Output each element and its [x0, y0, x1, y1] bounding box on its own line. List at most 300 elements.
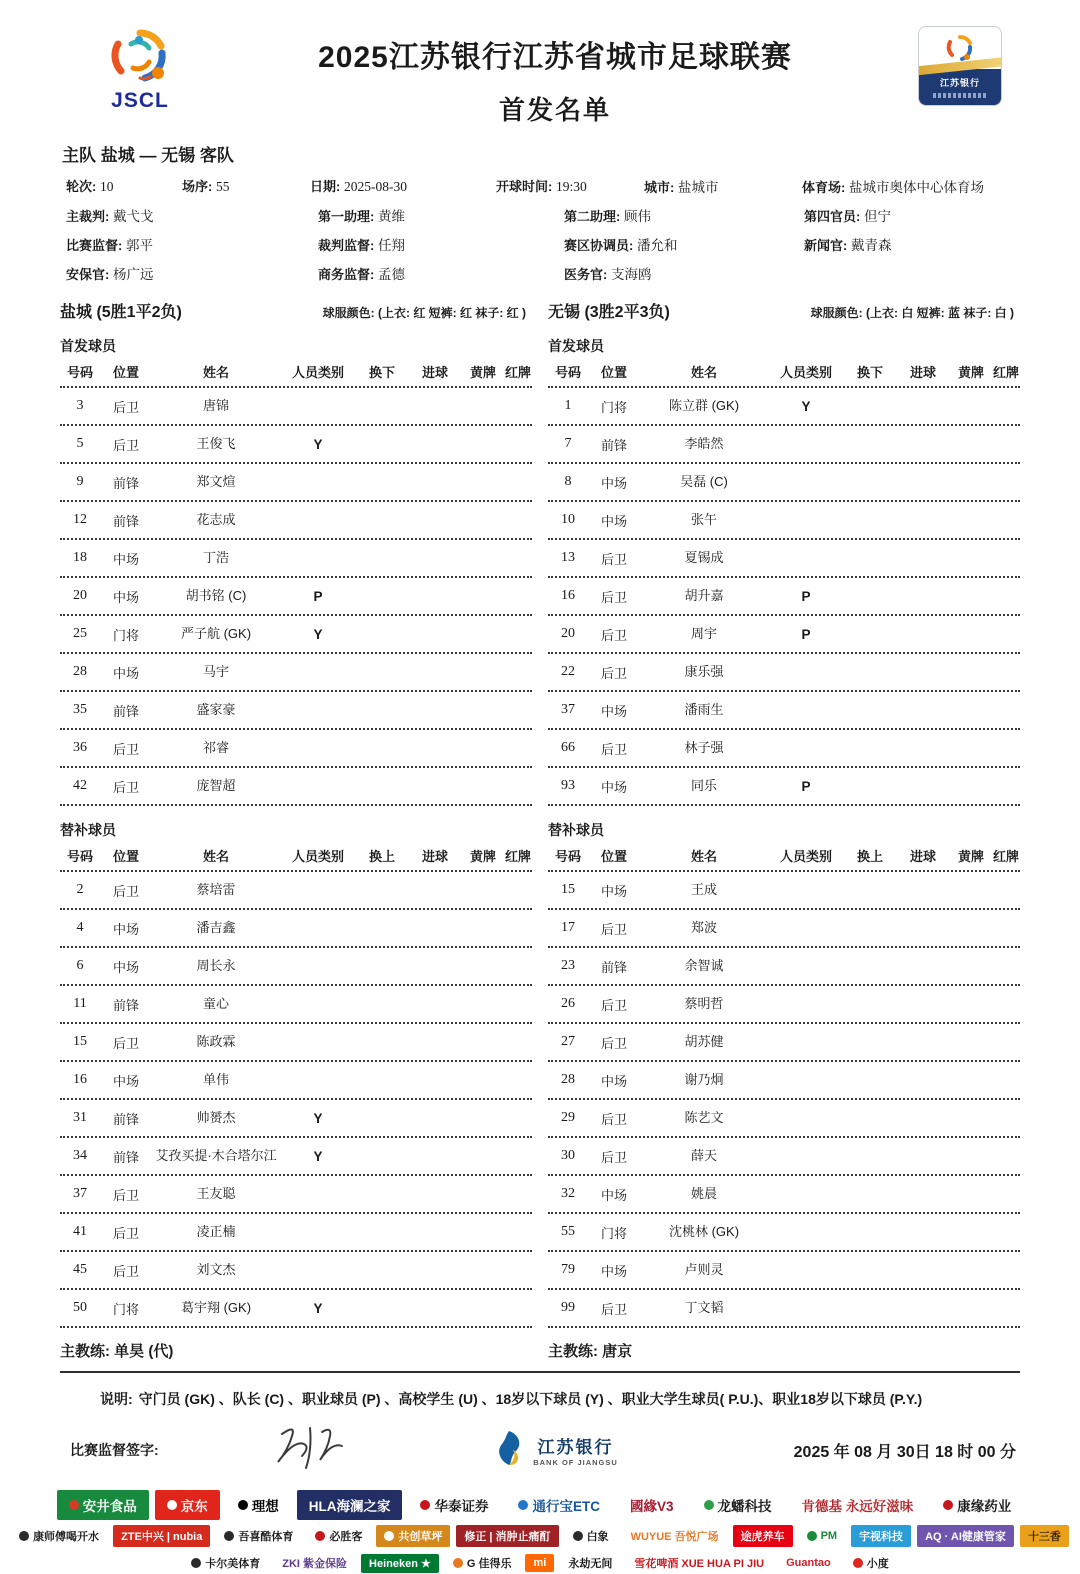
player-row — [60, 388, 532, 426]
info-label: 赛区协调员: — [564, 238, 634, 253]
player-row — [60, 1100, 532, 1138]
info-label: 商务监督: — [318, 267, 375, 282]
player-row — [548, 654, 1020, 692]
sponsor-mark-icon — [704, 1500, 714, 1510]
player-position: 后卫 — [600, 1149, 627, 1165]
player-position: 中场 — [112, 589, 139, 605]
sponsor-logo — [618, 1490, 686, 1520]
player-row — [60, 1290, 532, 1328]
player-number: 2 — [76, 882, 84, 897]
player-row — [548, 578, 1020, 616]
player-number: 25 — [73, 626, 87, 641]
sponsor-label: 安井食品 — [82, 1499, 137, 1515]
badge-bank-name: 江苏银行 — [939, 78, 980, 88]
info-value: 孟德 — [377, 267, 405, 282]
player-row — [548, 768, 1020, 806]
player-name: 郑波 — [690, 919, 717, 935]
away-subs-title: 替补球员 — [548, 822, 604, 838]
info-label: 比赛监督: — [66, 238, 123, 253]
sponsor-logo — [297, 1490, 403, 1520]
player-number: 36 — [73, 740, 87, 755]
info-field — [802, 176, 1020, 196]
page-header — [60, 26, 1020, 127]
away-subs-table — [548, 872, 1020, 1328]
column-header: 姓名 — [690, 848, 717, 864]
player-name: 刘文杰 — [196, 1261, 236, 1277]
player-name: 张午 — [690, 511, 717, 527]
player-name: 李皓然 — [684, 435, 724, 451]
player-number: 15 — [73, 1034, 87, 1049]
home-team-header — [60, 299, 532, 322]
column-header: 红牌 — [992, 364, 1019, 380]
sponsor-label: 卡尔美体育 — [205, 1558, 261, 1571]
player-number: 29 — [561, 1110, 575, 1125]
supervisor-sign-label: 比赛监督签字: — [70, 1442, 159, 1459]
player-name: 丁浩 — [202, 549, 229, 565]
sponsor-logo — [560, 1552, 620, 1574]
player-number: 34 — [73, 1148, 87, 1163]
info-field — [310, 176, 496, 196]
player-row — [548, 910, 1020, 948]
player-number: 6 — [76, 958, 84, 973]
player-position: 中场 — [600, 1263, 627, 1279]
player-position: 中场 — [600, 703, 627, 719]
column-header: 黄牌 — [957, 848, 984, 864]
column-header: 位置 — [112, 364, 139, 380]
bank-emblem-icon — [492, 1429, 526, 1472]
player-number: 93 — [561, 778, 575, 793]
player-number: 20 — [73, 588, 87, 603]
signature-datetime: 2025 年 08 月 30日 18 时 00 分 — [793, 1443, 1016, 1461]
sponsor-label: PM — [820, 1530, 838, 1543]
column-header: 姓名 — [202, 364, 229, 380]
player-number: 22 — [561, 664, 575, 679]
away-team-header — [548, 299, 1020, 322]
player-name: 胡升嘉 — [684, 587, 724, 603]
home-subs-colheader — [60, 840, 532, 872]
sponsor-logo — [274, 1552, 355, 1574]
away-team-name: 无锡 (3胜2平3负) — [548, 304, 670, 321]
player-row — [60, 986, 532, 1024]
player-name: 姚晨 — [690, 1185, 717, 1201]
player-row — [548, 1138, 1020, 1176]
info-field — [564, 205, 804, 225]
info-label: 第一助理: — [318, 209, 375, 224]
info-label: 第四官员: — [804, 209, 861, 224]
player-category: Y — [313, 626, 323, 642]
home-coach-line — [60, 1340, 532, 1361]
player-category: P — [801, 626, 811, 642]
player-row — [548, 616, 1020, 654]
home-team-kit: 球服颜色: (上衣: 红 短裤: 红 袜子: 红 ) — [322, 306, 526, 320]
player-name: 蔡培雷 — [196, 881, 236, 897]
player-number: 55 — [561, 1224, 575, 1239]
sponsor-logo — [226, 1490, 291, 1520]
player-name: 潘雨生 — [684, 701, 724, 717]
info-label: 体育场: — [802, 180, 846, 195]
player-name: 余智诚 — [684, 957, 724, 973]
player-position: 中场 — [600, 513, 627, 529]
home-coach-name: 单昊 (代) — [114, 1343, 174, 1360]
player-number: 31 — [73, 1110, 87, 1125]
sponsor-mark-icon — [807, 1531, 817, 1541]
teams-section — [60, 299, 1020, 1361]
player-row — [60, 910, 532, 948]
player-name: 严子航 (GK) — [180, 625, 252, 641]
player-row — [548, 1214, 1020, 1252]
info-label: 第二助理: — [564, 209, 621, 224]
column-header: 黄牌 — [469, 848, 496, 864]
sponsor-wall — [33, 1490, 1061, 1574]
player-position: 前锋 — [112, 475, 139, 491]
page-subtitle: 首发名单 — [498, 95, 611, 125]
player-name: 唐锦 — [202, 397, 229, 413]
player-number: 16 — [73, 1072, 87, 1087]
player-row — [60, 1176, 532, 1214]
bank-name-en: BANK OF JIANGSU — [533, 1458, 618, 1468]
player-position: 门将 — [600, 1225, 627, 1241]
player-row — [60, 692, 532, 730]
sponsor-logo — [931, 1490, 1023, 1520]
player-position: 中场 — [112, 665, 139, 681]
away-coach-line — [548, 1340, 1020, 1361]
player-number: 50 — [73, 1300, 87, 1315]
supervisor-signature — [260, 1420, 420, 1481]
player-row — [60, 1024, 532, 1062]
player-position: 门将 — [112, 1301, 139, 1317]
sponsor-logo — [57, 1490, 149, 1520]
coach-label: 主教练: — [548, 1343, 598, 1360]
player-number: 23 — [561, 958, 575, 973]
notes-label: 说明: — [100, 1391, 133, 1407]
column-header: 人员类别 — [291, 848, 344, 864]
info-field — [66, 263, 318, 283]
player-number: 45 — [73, 1262, 87, 1277]
player-row — [60, 1252, 532, 1290]
player-category: P — [801, 778, 811, 794]
player-name: 陈立群 (GK) — [668, 397, 740, 413]
player-position: 后卫 — [112, 741, 139, 757]
player-name: 艾孜买提·木合塔尔江 — [155, 1147, 277, 1163]
player-position: 后卫 — [600, 1111, 627, 1127]
player-row — [548, 872, 1020, 910]
column-header: 换上 — [368, 848, 395, 864]
player-position: 后卫 — [600, 1035, 627, 1051]
sponsor-label: 康缘药业 — [957, 1499, 1012, 1515]
info-label: 开球时间: — [496, 179, 553, 194]
player-row — [548, 540, 1020, 578]
player-number: 3 — [76, 398, 84, 413]
player-number: 9 — [76, 474, 84, 489]
player-name: 祁睿 — [202, 739, 229, 755]
sponsor-label: HLA海澜之家 — [308, 1499, 391, 1515]
jscl-emblem-icon — [109, 26, 171, 91]
sponsor-label: 吾喜酷体育 — [238, 1531, 294, 1544]
info-value: 顾伟 — [623, 209, 651, 224]
column-header: 号码 — [554, 848, 581, 864]
sponsor-logo — [790, 1490, 926, 1520]
player-name: 蔡明哲 — [684, 995, 724, 1011]
player-row — [548, 1252, 1020, 1290]
sponsor-label: WUYUE 吾悦广场 — [630, 1531, 719, 1544]
info-value: 55 — [215, 179, 230, 194]
player-name: 王友聪 — [196, 1185, 236, 1201]
column-header: 换下 — [368, 364, 395, 380]
player-row — [60, 730, 532, 768]
sponsor-mark-icon — [315, 1531, 325, 1541]
player-number: 1 — [564, 398, 572, 413]
sponsor-label: 康师傅喝开水 — [33, 1531, 100, 1544]
sponsor-logo — [845, 1552, 897, 1574]
player-category: Y — [313, 1148, 323, 1164]
info-value: 任翔 — [377, 238, 405, 253]
player-row — [60, 426, 532, 464]
player-number: 18 — [73, 550, 87, 565]
player-row — [60, 540, 532, 578]
player-name: 夏锡成 — [684, 549, 724, 565]
player-position: 后卫 — [112, 1225, 139, 1241]
player-row — [548, 502, 1020, 540]
player-name: 沈桃林 (GK) — [668, 1223, 740, 1239]
player-number: 66 — [561, 740, 575, 755]
column-header: 姓名 — [202, 848, 229, 864]
player-number: 99 — [561, 1300, 575, 1315]
player-row — [548, 1176, 1020, 1214]
player-position: 门将 — [112, 627, 139, 643]
player-position: 中场 — [600, 475, 627, 491]
info-field — [66, 205, 318, 225]
player-row — [60, 616, 532, 654]
player-row — [548, 1100, 1020, 1138]
player-row — [60, 578, 532, 616]
match-info-row — [66, 176, 1020, 196]
column-header: 红牌 — [992, 848, 1019, 864]
jscl-logo-text: JSCL — [111, 89, 169, 112]
player-position: 前锋 — [112, 1149, 139, 1165]
player-number: 79 — [561, 1262, 575, 1277]
sponsor-logo — [155, 1490, 220, 1520]
player-row — [60, 654, 532, 692]
info-value: 盐城市 — [677, 180, 719, 195]
column-header: 位置 — [600, 364, 627, 380]
column-header: 进球 — [909, 364, 936, 380]
player-name: 同乐 — [690, 777, 717, 793]
sponsor-row-1 — [60, 1490, 1020, 1520]
player-name: 陈政霖 — [196, 1033, 236, 1049]
column-header: 姓名 — [690, 364, 717, 380]
sponsor-logo — [1020, 1525, 1069, 1547]
column-header: 换上 — [856, 848, 883, 864]
column-header: 换下 — [856, 364, 883, 380]
sponsor-logo — [778, 1554, 839, 1572]
sponsor-label: 白象 — [586, 1531, 609, 1544]
player-position: 后卫 — [112, 1187, 139, 1203]
away-team-column — [548, 299, 1020, 1361]
sponsor-mark-icon — [224, 1531, 234, 1541]
player-row — [548, 1290, 1020, 1328]
player-row — [548, 730, 1020, 768]
officials-row-2 — [66, 234, 1020, 254]
info-value: 郭平 — [125, 238, 153, 253]
away-starters-colheader — [548, 356, 1020, 388]
player-number: 30 — [561, 1148, 575, 1163]
home-subs-title: 替补球员 — [60, 822, 116, 838]
info-field — [804, 205, 1020, 225]
away-starters-table — [548, 388, 1020, 806]
column-header: 红牌 — [504, 848, 531, 864]
sponsor-mark-icon — [453, 1558, 463, 1568]
away-team-kit: 球服颜色: (上衣: 白 短裤: 蓝 袜子: 白 ) — [810, 306, 1014, 320]
player-name: 胡书铭 (C) — [185, 587, 247, 603]
player-position: 后卫 — [600, 551, 627, 567]
sponsor-logo — [183, 1552, 268, 1574]
player-number: 15 — [561, 882, 575, 897]
sponsor-mark-icon — [943, 1500, 953, 1510]
column-header: 进球 — [421, 364, 448, 380]
player-row — [60, 768, 532, 806]
player-name: 卢则灵 — [684, 1261, 724, 1277]
sponsor-label: 必胜客 — [329, 1531, 363, 1544]
info-field — [564, 234, 804, 254]
player-number: 37 — [73, 1186, 87, 1201]
sponsor-label: 宇视科技 — [859, 1531, 904, 1544]
bank-name-block — [533, 1433, 618, 1467]
sponsor-label: ZTE中兴 | nubia — [121, 1531, 203, 1544]
player-position: 后卫 — [112, 1035, 139, 1051]
info-label: 裁判监督: — [318, 238, 375, 253]
player-row — [60, 872, 532, 910]
sponsor-logo — [408, 1490, 500, 1520]
player-position: 中场 — [600, 1073, 627, 1089]
column-header: 号码 — [554, 364, 581, 380]
sponsor-logo — [307, 1525, 370, 1547]
info-field — [564, 263, 804, 283]
info-value: 戴弋戈 — [112, 209, 154, 224]
info-label: 城市: — [644, 180, 675, 195]
player-row — [548, 464, 1020, 502]
column-header: 人员类别 — [779, 848, 832, 864]
player-position: 后卫 — [112, 1263, 139, 1279]
player-name: 郑文煊 — [196, 473, 236, 489]
column-header: 黄牌 — [957, 364, 984, 380]
sponsor-mark-icon — [384, 1531, 394, 1541]
player-category: Y — [313, 436, 323, 452]
player-position: 中场 — [112, 551, 139, 567]
player-row — [60, 502, 532, 540]
player-row — [60, 1214, 532, 1252]
player-position: 中场 — [112, 921, 139, 937]
player-number: 41 — [73, 1224, 87, 1239]
info-field — [804, 234, 1020, 254]
signature-row — [60, 1418, 1020, 1482]
sponsor-label: mi — [533, 1557, 547, 1570]
player-number: 27 — [561, 1034, 575, 1049]
player-position: 后卫 — [112, 437, 139, 453]
info-value: 潘允和 — [636, 238, 678, 253]
sponsor-label: 國緣V3 — [629, 1499, 674, 1515]
sponsor-mark-icon — [573, 1531, 583, 1541]
jscl-logo — [80, 26, 200, 113]
player-row — [548, 986, 1020, 1024]
sponsor-logo — [692, 1490, 784, 1520]
coach-label: 主教练: — [60, 1343, 110, 1360]
section-divider — [60, 1371, 1020, 1373]
sponsor-logo — [525, 1554, 554, 1572]
away-coach-name: 唐京 — [602, 1343, 633, 1360]
column-header: 进球 — [909, 848, 936, 864]
player-position: 后卫 — [112, 779, 139, 795]
player-number: 4 — [76, 920, 84, 935]
sponsor-logo — [733, 1525, 793, 1547]
info-field — [66, 176, 182, 196]
home-team-name: 盐城 (5胜1平2负) — [60, 304, 182, 321]
sponsor-mark-icon — [191, 1558, 201, 1568]
column-header: 号码 — [66, 848, 93, 864]
player-row — [60, 464, 532, 502]
player-position: 后卫 — [600, 921, 627, 937]
home-starters-table — [60, 388, 532, 806]
player-category: P — [313, 588, 323, 604]
player-name: 周长永 — [196, 957, 236, 973]
player-number: 10 — [561, 512, 575, 527]
column-header: 进球 — [421, 848, 448, 864]
player-position: 后卫 — [600, 1301, 627, 1317]
notes-text: 守门员 (GK) 、队长 (C) 、职业球员 (P) 、高校学生 (U) 、18岁以下球员 (Y) 、职业大学生球员( P.U.)、职业18岁以下球员 (P.Y.) — [138, 1391, 923, 1407]
sponsor-logo — [565, 1525, 617, 1547]
player-category: Y — [313, 1300, 323, 1316]
home-starters-colheader — [60, 356, 532, 388]
info-field — [318, 263, 564, 283]
info-field — [66, 234, 318, 254]
sponsor-row-3 — [60, 1552, 1020, 1574]
bank-name-cn: 江苏银行 — [537, 1438, 614, 1458]
player-name: 胡苏健 — [684, 1033, 724, 1049]
player-number: 12 — [73, 512, 87, 527]
player-position: 中场 — [600, 1187, 627, 1203]
player-position: 前锋 — [112, 513, 139, 529]
officials-row-1 — [66, 205, 1020, 225]
match-teams-line: 主队 盐城 — 无锡 客队 — [62, 146, 234, 165]
sponsor-logo — [851, 1525, 911, 1547]
player-name: 陈艺文 — [684, 1109, 724, 1125]
player-row — [548, 426, 1020, 464]
player-name: 谢乃炯 — [684, 1071, 724, 1087]
player-position: 中场 — [600, 883, 627, 899]
sponsor-mark-icon — [238, 1500, 248, 1510]
player-number: 13 — [561, 550, 575, 565]
player-row — [548, 692, 1020, 730]
sponsor-logo — [506, 1490, 612, 1520]
sponsor-label: 永劫无间 — [568, 1558, 613, 1571]
info-field — [318, 205, 564, 225]
sponsor-label: 华泰证券 — [434, 1499, 489, 1515]
sponsor-logo — [11, 1525, 107, 1547]
column-header: 黄牌 — [469, 364, 496, 380]
player-row — [60, 1138, 532, 1176]
info-value: 支海鸥 — [610, 267, 652, 282]
sponsor-logo — [917, 1525, 1014, 1547]
column-header: 红牌 — [504, 364, 531, 380]
sponsor-label: 京东 — [180, 1499, 208, 1515]
sponsor-logo — [376, 1525, 450, 1547]
sponsor-mark-icon — [420, 1500, 430, 1510]
info-value: 19:30 — [555, 179, 587, 194]
info-field — [318, 234, 564, 254]
away-subs-colheader — [548, 840, 1020, 872]
sponsor-row-2 — [33, 1525, 1061, 1547]
info-value: 黄维 — [377, 209, 405, 224]
player-position: 中场 — [600, 779, 627, 795]
